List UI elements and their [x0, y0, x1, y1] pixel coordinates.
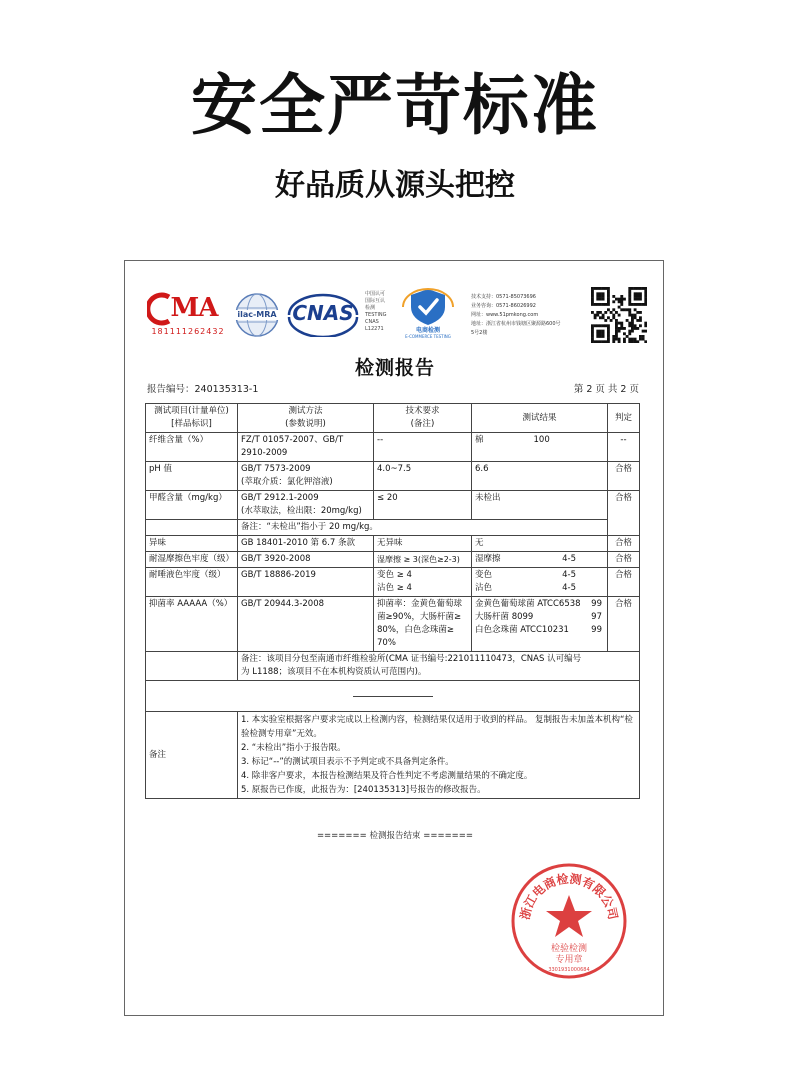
cell-judgement: 合格 — [608, 552, 640, 568]
table-row — [146, 552, 640, 568]
cnas-side-line: 国际互认 — [365, 298, 386, 304]
cell-method: GB/T 7573-2009 (萃取介质：氯化钾溶液) — [238, 462, 374, 491]
table-row — [146, 433, 640, 462]
remark-item: 2. “未检出”指小于报告限。 — [241, 743, 346, 753]
result-label: 棉 — [475, 435, 484, 445]
svg-text:检验检测: 检验检测 — [550, 944, 588, 954]
cell-requirement: ≤ 20 — [374, 491, 472, 520]
cell-requirement: 抑菌率：金黄色葡萄球 菌≥90%，大肠杆菌≥ 80%，白色念珠菌≥ 70% — [374, 597, 472, 652]
table-spacer-row — [146, 681, 640, 712]
remark-item: 5. 原报告已作废，此报告为：[240135313]号报告的修改报告。 — [241, 785, 486, 795]
remarks-label: 备注 — [146, 712, 238, 799]
cell-result — [472, 597, 608, 652]
svg-text:专用章: 专用章 — [555, 955, 583, 965]
cell-requirement: 湿摩擦 ≥ 3(深色≥2-3) — [374, 552, 472, 568]
table-header-row — [146, 404, 640, 433]
cnas-label: CNAS — [292, 301, 354, 325]
logo-row — [147, 287, 647, 347]
cell-result — [472, 568, 608, 597]
table-row — [146, 491, 640, 520]
cell-item: 耐湿摩擦色牢度（级） — [146, 552, 238, 568]
page-subtitle: 好品质从源头把控 — [275, 168, 515, 203]
cnas-logo — [283, 293, 363, 337]
cell-judgement: 合格 — [608, 462, 640, 491]
cell-judgement: 合格 — [608, 597, 640, 652]
cnas-side-line: TESTING — [365, 312, 387, 318]
result-value: 99 97 99 — [591, 599, 602, 635]
cell-judgement: 合格 — [608, 491, 640, 536]
column-header-judgement: 判定 — [608, 404, 640, 433]
cell-method: GB/T 20944.3-2008 — [238, 597, 374, 652]
column-header-result: 测试结果 — [472, 404, 608, 433]
shield-check-icon — [395, 287, 461, 327]
cell-method: GB/T 18886-2019 — [238, 568, 374, 597]
cell-result: 6.6 — [472, 462, 608, 491]
svg-text:浙江电商检测有限公司: 浙江电商检测有限公司 — [517, 871, 621, 921]
page-title: 安全严苛标准 — [191, 67, 599, 144]
table-row — [146, 462, 640, 491]
cell-item: 纤维含量（%） — [146, 433, 238, 462]
svg-text:3301931000684: 3301931000684 — [548, 967, 590, 973]
table-row — [146, 536, 640, 552]
qr-code-icon — [591, 287, 647, 343]
cell-method: GB/T 3920-2008 — [238, 552, 374, 568]
table-note-row — [146, 520, 640, 536]
result-value: 100 — [533, 435, 550, 445]
cma-letters: MA — [170, 293, 218, 323]
subcontract-note: 备注：该项目分包至南通市纤维检验所(CMA 证书编号:221011110473，CNAS 认可编号 为 L1188；该项目不在本机构资质认可范围内)。 — [238, 652, 640, 681]
cell-result: 未检出 — [472, 491, 608, 520]
shield-label: 电商检测 — [415, 327, 440, 334]
cell-result — [472, 552, 608, 568]
ecommerce-testing-logo — [395, 287, 461, 343]
cell-requirement: 4.0~7.5 — [374, 462, 472, 491]
ilac-label: ilac-MRA — [237, 310, 277, 319]
result-value: 4-5 4-5 — [562, 570, 576, 593]
cnas-side-text — [365, 291, 397, 333]
column-header-item: 测试项目(计量单位) [样品标识] — [146, 404, 238, 433]
cnas-side-line: 中国认可 — [365, 291, 386, 297]
column-header-requirement: 技术要求 (备注) — [374, 404, 472, 433]
result-label: 湿摩擦 — [475, 554, 501, 564]
remark-item: 1. 本实验室根据客户要求完成以上检测内容，检测结果仅适用于收到的样品。 复制报告未加盖本机构“检验检测专用章”无效。 — [241, 715, 633, 739]
cell-item: 甲醛含量（mg/kg） — [146, 491, 238, 520]
remarks-row — [146, 712, 640, 799]
contact-line: 技术支持：0571-85073696 — [471, 294, 536, 300]
cell-result: 无 — [472, 536, 608, 552]
cnas-side-line: 检测 — [365, 305, 376, 311]
cell-item: pH 值 — [146, 462, 238, 491]
contact-info — [471, 293, 591, 338]
cell-method: GB/T 2912.1-2009 (水萃取法，检出限：20mg/kg) — [238, 491, 374, 520]
column-header-method: 测试方法 (参数说明) — [238, 404, 374, 433]
remarks-list — [241, 713, 636, 797]
result-value: 4-5 — [562, 554, 576, 564]
report-document — [124, 260, 664, 1016]
report-end-marker: ======= 检测报告结束 ======= — [316, 831, 474, 841]
cell-requirement: 变色 ≥ 4 沾色 ≥ 4 — [374, 568, 472, 597]
cell-judgement: 合格 — [608, 568, 640, 597]
contact-line: 地址：浙江省杭州市钱塘区聚源路600号 — [471, 321, 561, 327]
contact-line: 网址：www.51pmkong.com — [471, 312, 539, 318]
shield-sublabel: E-COMMERCE TESTING — [405, 334, 451, 339]
remark-item: 4. 除非客户要求，本报告检测结果及符合性判定不考虑测量结果的不确定度。 — [241, 771, 533, 781]
cma-logo — [147, 291, 229, 341]
cell-item: 耐唾液色牢度（级） — [146, 568, 238, 597]
table-row — [146, 568, 640, 597]
divider — [353, 696, 433, 697]
result-label: 变色 沾色 — [475, 570, 493, 593]
cma-number: 181111262432 — [151, 327, 225, 336]
cell-judgement: 合格 — [608, 536, 640, 552]
qr-code[interactable] — [591, 287, 647, 343]
report-title: 检测报告 — [354, 357, 435, 379]
table-note-row — [146, 652, 640, 681]
official-seal — [509, 861, 629, 981]
cell-method: FZ/T 01057-2007、GB/T 2910-2009 — [238, 433, 374, 462]
cell-result — [472, 433, 608, 462]
remark-item: 3. 标记“--”的测试项目表示不予判定或不具备判定条件。 — [241, 757, 454, 767]
ilac-mra-logo — [233, 291, 281, 339]
table-row — [146, 597, 640, 652]
formaldehyde-note: 备注：“未检出”指小于 20 mg/kg。 — [238, 520, 608, 536]
cell-item: 抑菌率 AAAAA（%） — [146, 597, 238, 652]
seal-stamp-icon — [509, 861, 629, 981]
cell-requirement: 无异味 — [374, 536, 472, 552]
cnas-side-line: CNAS L12271 — [365, 319, 384, 332]
page-number: 第 2 页 共 2 页 — [573, 384, 639, 395]
result-label: 金黄色葡萄球菌 ATCC6538 大肠杆菌 8099 白色念珠菌 ATCC10231 — [475, 599, 581, 635]
results-table — [145, 403, 640, 799]
contact-line: 业务咨询：0571-86026992 — [471, 303, 536, 309]
report-number: 报告编号：240135313-1 — [147, 384, 259, 395]
contact-line: 5号2楼 — [471, 330, 488, 336]
cell-item: 异味 — [146, 536, 238, 552]
cell-requirement: -- — [374, 433, 472, 462]
cell-judgement: -- — [608, 433, 640, 462]
remarks-cell — [238, 712, 640, 799]
cell-method: GB 18401-2010 第 6.7 条款 — [238, 536, 374, 552]
